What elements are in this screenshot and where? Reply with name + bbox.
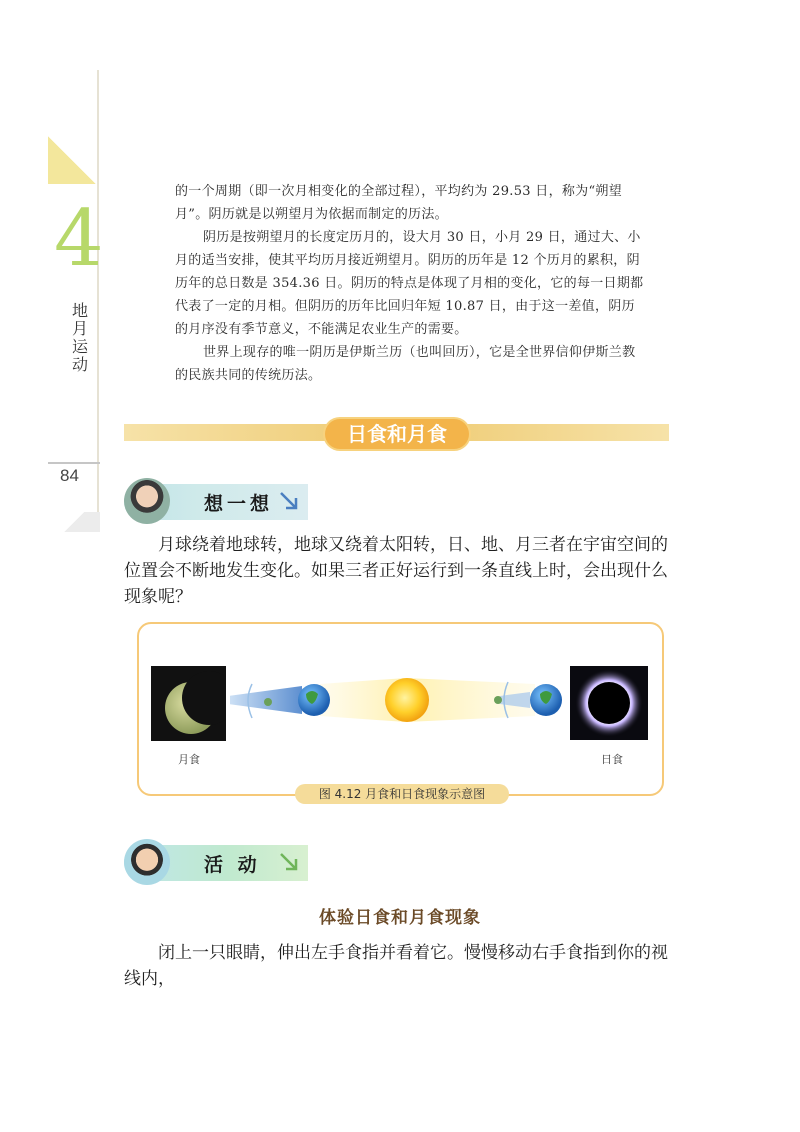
chapter-number: 4 [54, 194, 104, 284]
figure-caption: 图 4.12 月食和日食现象示意图 [295, 784, 509, 804]
intro-paragraph-1: 的一个周期（即一次月相变化的全部过程），平均约为 29.53 日，称为“朔望月”。阴历就是以朔望月为依据而制定的历法。 [175, 184, 623, 222]
intro-text [175, 180, 645, 387]
activity-paragraph: 闭上一只眼睛，伸出左手食指并看着它。慢慢移动右手食指到你的视线内， [124, 943, 668, 989]
page-corner-decoration [48, 512, 100, 532]
activity-heading: 体验日食和月食现象 [319, 908, 481, 928]
activity-instructions [124, 940, 680, 992]
activity-label [124, 845, 308, 881]
margin-divider [97, 70, 99, 530]
student-avatar-icon [124, 839, 170, 885]
page-number-rule [48, 462, 100, 464]
think-paragraph: 月球绕着地球转，地球又绕着太阳转，日、地、月三者在宇宙空间的位置会不断地发生变化。如果三者正好运行到一条直线上时，会出现什么现象呢？ [124, 535, 668, 607]
activity-label-text: 活 动 [204, 854, 261, 876]
chapter-title: 地月运动 [72, 301, 89, 374]
arrow-down-right-icon [278, 490, 300, 512]
lunar-eclipse-label: 月食 [178, 753, 200, 766]
solar-eclipse-photo [570, 666, 648, 740]
lunar-eclipse-photo [151, 666, 226, 741]
section-title: 日食和月食 [325, 419, 469, 449]
intro-paragraph-2: 阴历是按朔望月的长度定历月的，设大月 30 日，小月 29 日，通过大、小月的适当安排，使其平均历月接近朔望月。阴历的历年是 12 个历月的累积，阴历年的总日数是 354.36 日。阴历的特点是体现了月相的变化，它的每一日期都代表了一定的月相。但阴历的历年比回归年短 10.87 日，由于这一差值，阴历的月序没有季节意义，不能满足农业生产的需要。 [175, 230, 644, 337]
think-label-text: 想一想 [204, 493, 274, 515]
sun-earth-moon-diagram [230, 660, 570, 740]
student-avatar-icon [124, 478, 170, 524]
page-number: 84 [60, 466, 79, 485]
think-label [124, 484, 308, 520]
solar-eclipse-label: 日食 [601, 753, 623, 766]
arrow-down-right-icon [278, 851, 300, 873]
think-question [124, 532, 680, 610]
intro-paragraph-3: 世界上现存的唯一阴历是伊斯兰历（也叫回历），它是全世界信仰伊斯兰教的民族共同的传统历法。 [175, 345, 636, 383]
chapter-corner-decoration [48, 136, 96, 184]
